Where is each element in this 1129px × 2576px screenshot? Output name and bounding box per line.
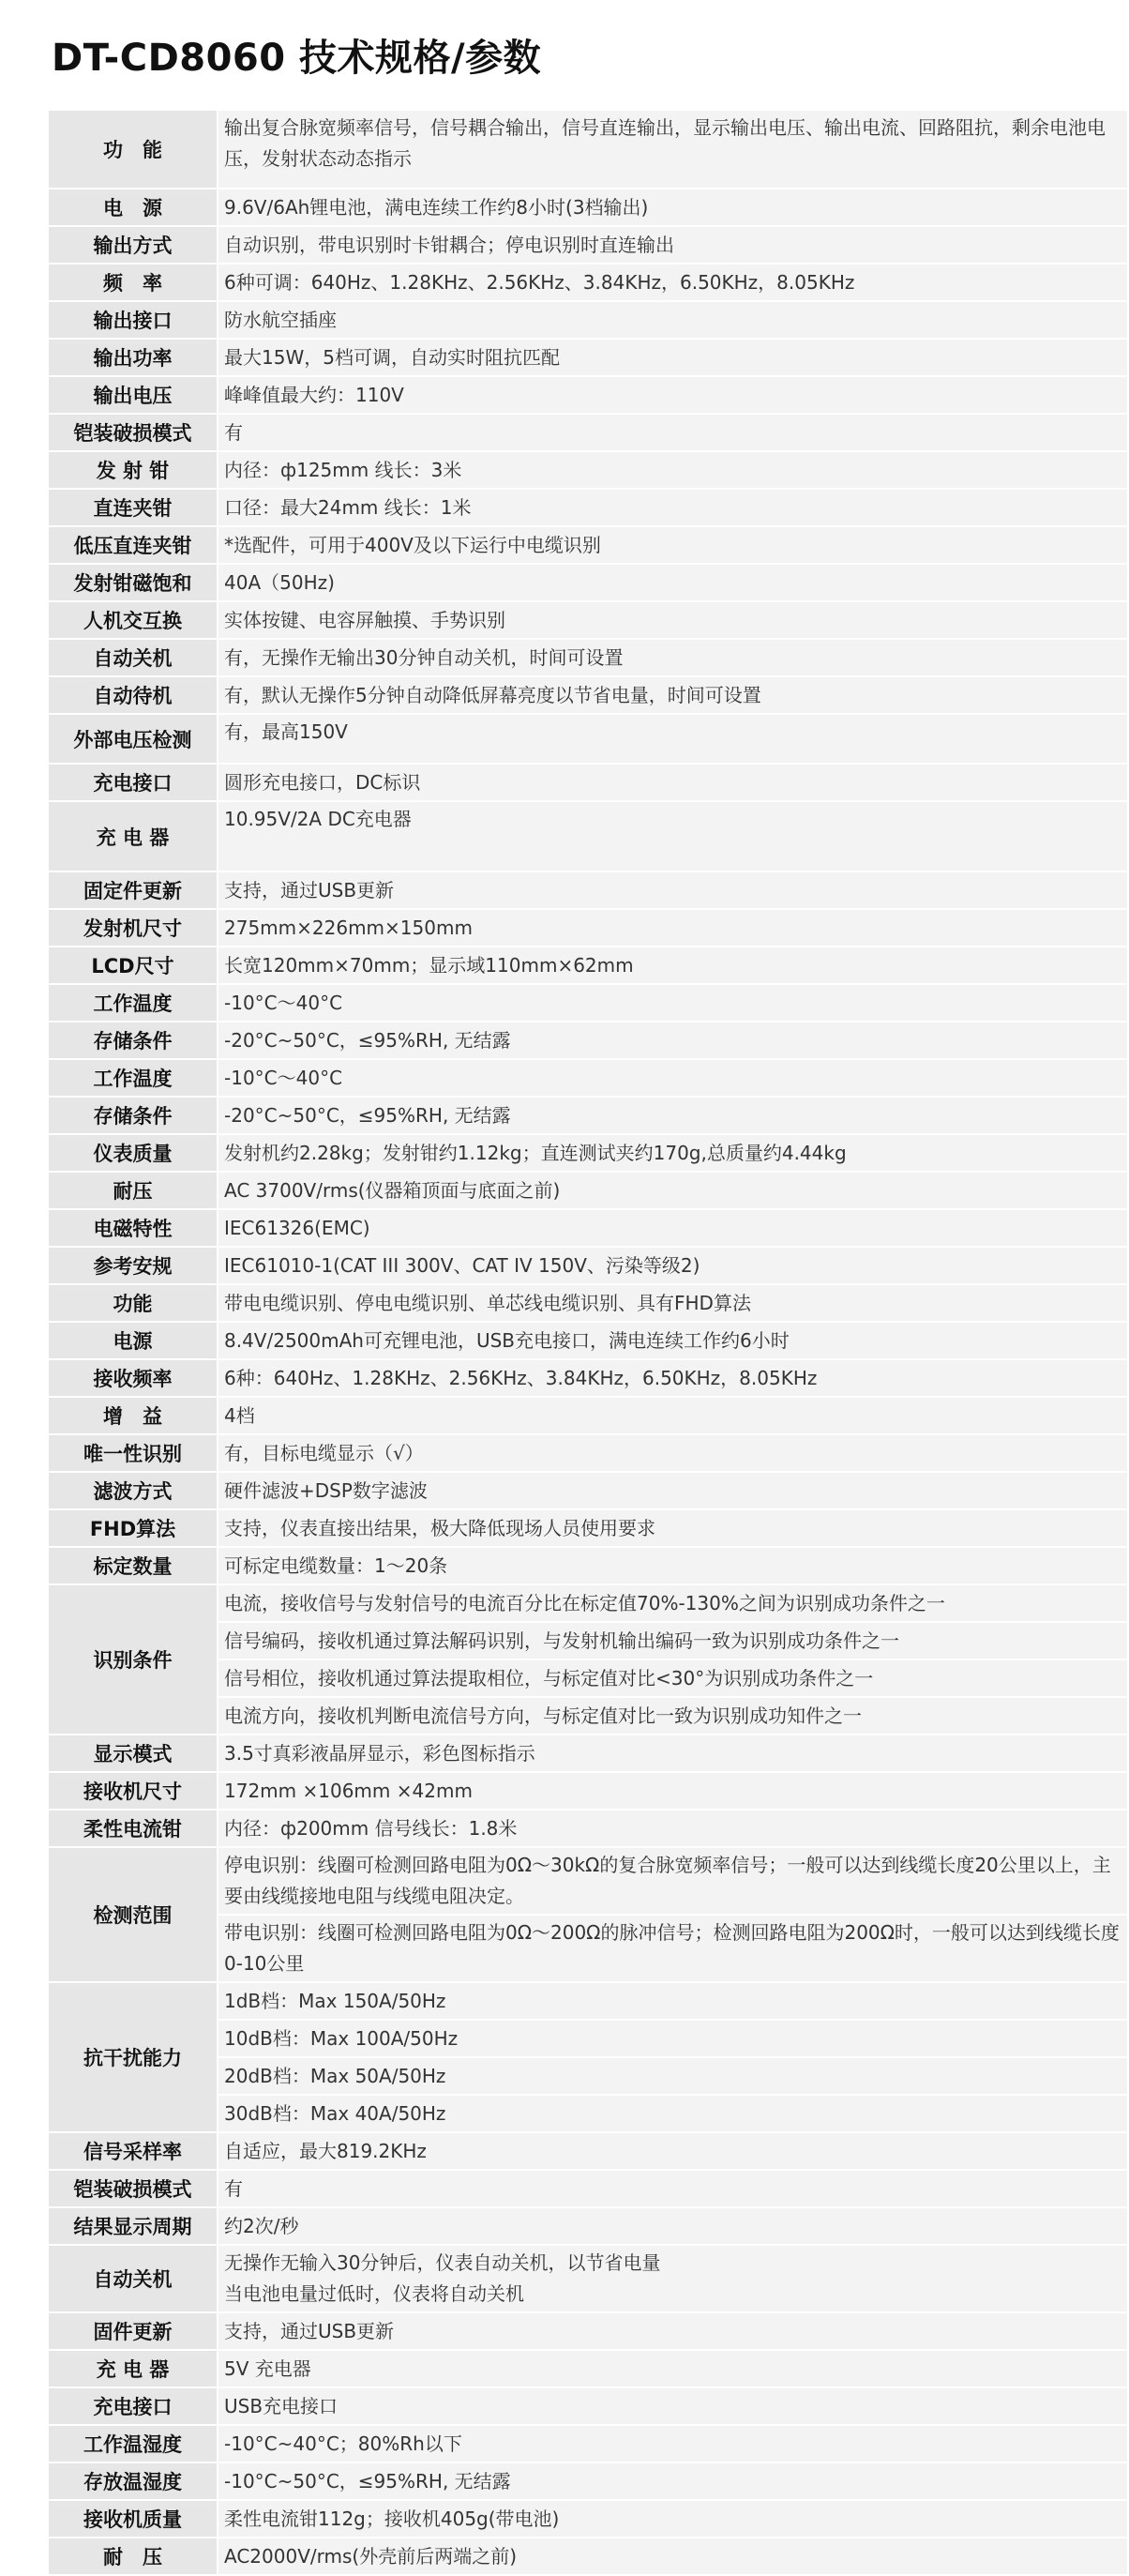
spec-value: 防水航空插座 xyxy=(218,302,1127,338)
spec-value: 支持，仪表直接出结果，极大降低现场人员使用要求 xyxy=(218,1510,1127,1546)
spec-label: 工作温湿度 xyxy=(49,2426,218,2462)
spec-row xyxy=(49,1248,1127,1285)
spec-row xyxy=(49,677,1127,715)
spec-label: FHD算法 xyxy=(49,1510,218,1546)
spec-value: 1dB档：Max 150A/50Hz xyxy=(218,1983,1127,2019)
spec-values xyxy=(218,2501,1127,2537)
spec-label: 频 率 xyxy=(49,265,218,300)
spec-values xyxy=(218,1811,1127,1846)
spec-row xyxy=(49,527,1127,565)
spec-row xyxy=(49,2388,1127,2426)
spec-values xyxy=(218,2351,1127,2387)
spec-label: 增 益 xyxy=(49,1398,218,1433)
spec-label: 输出接口 xyxy=(49,302,218,338)
spec-row xyxy=(49,2133,1127,2171)
spec-value: -10°C~50°C，≤95%RH, 无结露 xyxy=(218,2463,1127,2499)
spec-label: 识别条件 xyxy=(49,1585,218,1734)
spec-value: 自适应，最大819.2KHz xyxy=(218,2133,1127,2169)
spec-value: 发射机约2.28kg；发射钳约1.12kg；直连测试夹约170g,总质量约4.44kg xyxy=(218,1135,1127,1171)
spec-value: 电流，接收信号与发射信号的电流百分比在标定值70%-130%之间为识别成功条件之一 xyxy=(218,1585,1127,1621)
spec-row xyxy=(49,2313,1127,2351)
spec-label: 铠装破损模式 xyxy=(49,2171,218,2206)
spec-values xyxy=(218,2388,1127,2424)
spec-table xyxy=(49,111,1127,2576)
spec-value: *选配件，可用于400V及以下运行中电缆识别 xyxy=(218,527,1127,563)
spec-value: 硬件滤波+DSP数字滤波 xyxy=(218,1473,1127,1508)
spec-label: 直连夹钳 xyxy=(49,490,218,525)
spec-values xyxy=(218,765,1127,800)
spec-values xyxy=(218,640,1127,675)
spec-row xyxy=(49,1510,1127,1548)
spec-label: 充电接口 xyxy=(49,2388,218,2424)
spec-value: 信号编码，接收机通过算法解码识别，与发射机输出编码一致为识别成功条件之一 xyxy=(218,1621,1127,1659)
spec-row xyxy=(49,302,1127,340)
spec-label: 柔性电流钳 xyxy=(49,1811,218,1846)
spec-label: 固定件更新 xyxy=(49,872,218,908)
spec-values xyxy=(218,677,1127,713)
spec-values xyxy=(218,415,1127,450)
spec-value: 有，默认无操作5分钟自动降低屏幕亮度以节省电量，时间可设置 xyxy=(218,677,1127,713)
spec-value: 3.5寸真彩液晶屏显示，彩色图标指示 xyxy=(218,1735,1127,1771)
spec-row xyxy=(49,1435,1127,1473)
spec-values xyxy=(218,1023,1127,1058)
spec-values xyxy=(218,2208,1127,2244)
spec-value: 口径：最大24mm 线长：1米 xyxy=(218,490,1127,525)
spec-label: 显示模式 xyxy=(49,1735,218,1771)
spec-row xyxy=(49,189,1127,227)
spec-label: 存储条件 xyxy=(49,1098,218,1133)
spec-label: 外部电压检测 xyxy=(49,715,218,763)
spec-values xyxy=(218,2426,1127,2462)
spec-label: 接收机尺寸 xyxy=(49,1773,218,1809)
spec-row xyxy=(49,1773,1127,1811)
spec-label: 低压直连夹钳 xyxy=(49,527,218,563)
spec-label: 滤波方式 xyxy=(49,1473,218,1508)
spec-values xyxy=(218,1285,1127,1321)
spec-label: 铠装破损模式 xyxy=(49,415,218,450)
spec-row xyxy=(49,2426,1127,2463)
spec-values xyxy=(218,1060,1127,1096)
spec-value: -10°C～40°C xyxy=(218,985,1127,1021)
spec-value: 5V 充电器 xyxy=(218,2351,1127,2387)
spec-value: 长宽120mm×70mm；显示域110mm×62mm xyxy=(218,947,1127,983)
spec-row xyxy=(49,1360,1127,1398)
spec-values xyxy=(218,2313,1127,2349)
spec-label: 唯一性识别 xyxy=(49,1435,218,1471)
spec-value: 带电识别：线圈可检测回路电阻为0Ω～200Ω的脉冲信号；检测回路电阻为200Ω时，一般可以达到线缆长度0-10公里 xyxy=(218,1914,1127,1981)
spec-value: 停电识别：线圈可检测回路电阻为0Ω～30kΩ的复合脉宽频率信号；一般可以达到线缆长度20公里以上，主要由线缆接地电阻与线缆电阻决定。 xyxy=(218,1848,1127,1914)
spec-values xyxy=(218,227,1127,263)
spec-row xyxy=(49,1585,1127,1735)
spec-values xyxy=(218,985,1127,1021)
spec-label: 自动关机 xyxy=(49,2246,218,2311)
spec-row xyxy=(49,2208,1127,2246)
spec-value: 9.6V/6Ah锂电池，满电连续工作约8小时(3档输出) xyxy=(218,189,1127,225)
spec-row xyxy=(49,452,1127,490)
spec-row xyxy=(49,490,1127,527)
spec-value: 峰峰值最大约：110V xyxy=(218,377,1127,413)
spec-label: 输出方式 xyxy=(49,227,218,263)
spec-row xyxy=(49,2351,1127,2388)
spec-value: 有 xyxy=(218,415,1127,450)
spec-row xyxy=(49,1548,1127,1585)
spec-label: 工作温度 xyxy=(49,985,218,1021)
spec-row xyxy=(49,227,1127,265)
spec-value: 30dB档：Max 40A/50Hz xyxy=(218,2094,1127,2131)
spec-value: AC2000V/rms(外壳前后两端之前) xyxy=(218,2538,1127,2574)
spec-value: 10dB档：Max 100A/50Hz xyxy=(218,2019,1127,2056)
spec-label: 接收频率 xyxy=(49,1360,218,1396)
spec-label: 充 电 器 xyxy=(49,802,218,871)
spec-label: 输出功率 xyxy=(49,340,218,375)
spec-value: -20°C~50°C，≤95%RH, 无结露 xyxy=(218,1098,1127,1133)
spec-label: 耐 压 xyxy=(49,2538,218,2574)
spec-label: 电磁特性 xyxy=(49,1210,218,1246)
spec-row xyxy=(49,565,1127,602)
spec-value: 内径：ф125mm 线长：3米 xyxy=(218,452,1127,488)
spec-label: 自动待机 xyxy=(49,677,218,713)
spec-values xyxy=(218,490,1127,525)
spec-values xyxy=(218,2538,1127,2574)
spec-row xyxy=(49,1323,1127,1360)
spec-row xyxy=(49,2246,1127,2313)
spec-value: -10°C~40°C；80%Rh以下 xyxy=(218,2426,1127,2462)
spec-label: 结果显示周期 xyxy=(49,2208,218,2244)
spec-value: 内径：ф200mm 信号线长：1.8米 xyxy=(218,1811,1127,1846)
spec-values xyxy=(218,1398,1127,1433)
spec-row xyxy=(49,1210,1127,1248)
spec-value: 20dB档：Max 50A/50Hz xyxy=(218,2056,1127,2094)
spec-row xyxy=(49,111,1127,189)
spec-row xyxy=(49,2171,1127,2208)
spec-label: 存放温湿度 xyxy=(49,2463,218,2499)
spec-value: 电流方向，接收机判断电流信号方向，与标定值对比一致为识别成功知件之一 xyxy=(218,1696,1127,1734)
spec-row xyxy=(49,1173,1127,1210)
spec-row xyxy=(49,1811,1127,1848)
spec-values xyxy=(218,2171,1127,2206)
spec-value: -10°C～40°C xyxy=(218,1060,1127,1096)
spec-values xyxy=(218,1248,1127,1283)
spec-label: 人机交互换 xyxy=(49,602,218,638)
spec-values xyxy=(218,872,1127,908)
spec-value: 约2次/秒 xyxy=(218,2208,1127,2244)
spec-value: 最大15W，5档可调，自动实时阻抗匹配 xyxy=(218,340,1127,375)
spec-values xyxy=(218,1983,1127,2131)
spec-row xyxy=(49,602,1127,640)
spec-values xyxy=(218,1473,1127,1508)
spec-values xyxy=(218,527,1127,563)
spec-label: 耐压 xyxy=(49,1173,218,1208)
spec-value: 无操作无输入30分钟后，仪表自动关机，以节省电量 当电池电量过低时，仪表将自动关机 xyxy=(218,2246,1127,2311)
spec-label: 发射机尺寸 xyxy=(49,910,218,946)
spec-label: 充 电 器 xyxy=(49,2351,218,2387)
spec-value: 275mm×226mm×150mm xyxy=(218,910,1127,946)
spec-value: 有，无操作无输出30分钟自动关机，时间可设置 xyxy=(218,640,1127,675)
spec-label: 接收机质量 xyxy=(49,2501,218,2537)
spec-value: 支持，通过USB更新 xyxy=(218,872,1127,908)
spec-values xyxy=(218,265,1127,300)
spec-row xyxy=(49,715,1127,765)
spec-values xyxy=(218,1360,1127,1396)
spec-values xyxy=(218,565,1127,600)
spec-label: 功能 xyxy=(49,1285,218,1321)
spec-values xyxy=(218,1098,1127,1133)
spec-row xyxy=(49,947,1127,985)
spec-values xyxy=(218,1323,1127,1358)
spec-value: 40A（50Hz) xyxy=(218,565,1127,600)
spec-value: 圆形充电接口，DC标识 xyxy=(218,765,1127,800)
spec-value: 172mm ×106mm ×42mm xyxy=(218,1773,1127,1809)
spec-values xyxy=(218,2246,1127,2311)
spec-row xyxy=(49,985,1127,1023)
spec-row xyxy=(49,1983,1127,2133)
spec-row xyxy=(49,1023,1127,1060)
spec-values xyxy=(218,340,1127,375)
spec-row xyxy=(49,802,1127,872)
spec-label: 功 能 xyxy=(49,111,218,188)
spec-value: IEC61010-1(CAT III 300V、CAT IV 150V、污染等级2) xyxy=(218,1248,1127,1283)
spec-label: 自动关机 xyxy=(49,640,218,675)
spec-values xyxy=(218,2133,1127,2169)
spec-row xyxy=(49,2463,1127,2501)
spec-label: 参考安规 xyxy=(49,1248,218,1283)
spec-row xyxy=(49,1098,1127,1135)
spec-label: 存储条件 xyxy=(49,1023,218,1058)
spec-value: 有 xyxy=(218,2171,1127,2206)
spec-row xyxy=(49,872,1127,910)
spec-row xyxy=(49,765,1127,802)
spec-value: 有，目标电缆显示（√） xyxy=(218,1435,1127,1471)
spec-values xyxy=(218,602,1127,638)
spec-value: AC 3700V/rms(仪器箱顶面与底面之前) xyxy=(218,1173,1127,1208)
spec-label: 抗干扰能力 xyxy=(49,1983,218,2131)
spec-value: 6种：640Hz、1.28KHz、2.56KHz、3.84KHz，6.50KHz，8.05KHz xyxy=(218,1360,1127,1396)
spec-label: 检测范围 xyxy=(49,1848,218,1981)
spec-row xyxy=(49,1848,1127,1983)
spec-row xyxy=(49,640,1127,677)
spec-value: 4档 xyxy=(218,1398,1127,1433)
spec-values xyxy=(218,1210,1127,1246)
spec-values xyxy=(218,377,1127,413)
spec-value: 6种可调：640Hz、1.28KHz、2.56KHz、3.84KHz，6.50KHz，8.05KHz xyxy=(218,265,1127,300)
spec-value: 有，最高150V xyxy=(218,715,1127,763)
page-title: DT-CD8060 技术规格/参数 xyxy=(52,37,542,80)
spec-label: 电 源 xyxy=(49,189,218,225)
spec-values xyxy=(218,1735,1127,1771)
spec-row xyxy=(49,265,1127,302)
spec-values xyxy=(218,1585,1127,1734)
spec-label: 固件更新 xyxy=(49,2313,218,2349)
spec-values xyxy=(218,715,1127,763)
spec-value: USB充电接口 xyxy=(218,2388,1127,2424)
spec-label: 标定数量 xyxy=(49,1548,218,1583)
spec-label: 电源 xyxy=(49,1323,218,1358)
spec-row xyxy=(49,1735,1127,1773)
spec-values xyxy=(218,947,1127,983)
spec-value: 信号相位，接收机通过算法提取相位，与标定值对比<30°为识别成功条件之一 xyxy=(218,1659,1127,1696)
spec-label: 发 射 钳 xyxy=(49,452,218,488)
spec-value: 柔性电流钳112g；接收机405g(带电池) xyxy=(218,2501,1127,2537)
spec-value: -20°C~50°C，≤95%RH, 无结露 xyxy=(218,1023,1127,1058)
spec-values xyxy=(218,1548,1127,1583)
spec-values xyxy=(218,1848,1127,1981)
spec-label: LCD尺寸 xyxy=(49,947,218,983)
spec-values xyxy=(218,1773,1127,1809)
spec-value: 带电电缆识别、停电电缆识别、单芯线电缆识别、具有FHD算法 xyxy=(218,1285,1127,1321)
spec-values xyxy=(218,1435,1127,1471)
spec-values xyxy=(218,802,1127,871)
spec-label: 输出电压 xyxy=(49,377,218,413)
spec-row xyxy=(49,340,1127,377)
spec-row xyxy=(49,1473,1127,1510)
spec-row xyxy=(49,1135,1127,1173)
spec-value: IEC61326(EMC) xyxy=(218,1210,1127,1246)
spec-row xyxy=(49,1060,1127,1098)
spec-values xyxy=(218,302,1127,338)
spec-values xyxy=(218,1173,1127,1208)
spec-values xyxy=(218,452,1127,488)
spec-row xyxy=(49,910,1127,947)
spec-value: 8.4V/2500mAh可充锂电池，USB充电接口，满电连续工作约6小时 xyxy=(218,1323,1127,1358)
spec-values xyxy=(218,111,1127,188)
spec-row xyxy=(49,415,1127,452)
spec-value: 实体按键、电容屏触摸、手势识别 xyxy=(218,602,1127,638)
spec-row xyxy=(49,2501,1127,2538)
spec-row xyxy=(49,1285,1127,1323)
spec-row xyxy=(49,1398,1127,1435)
spec-label: 信号采样率 xyxy=(49,2133,218,2169)
spec-values xyxy=(218,2463,1127,2499)
spec-row xyxy=(49,2538,1127,2576)
spec-label: 发射钳磁饱和 xyxy=(49,565,218,600)
spec-label: 工作温度 xyxy=(49,1060,218,1096)
spec-value: 自动识别，带电识别时卡钳耦合；停电识别时直连输出 xyxy=(218,227,1127,263)
spec-row xyxy=(49,377,1127,415)
spec-value: 10.95V/2A DC充电器 xyxy=(218,802,1127,871)
spec-value: 支持，通过USB更新 xyxy=(218,2313,1127,2349)
spec-values xyxy=(218,189,1127,225)
spec-values xyxy=(218,910,1127,946)
spec-values xyxy=(218,1135,1127,1171)
spec-values xyxy=(218,1510,1127,1546)
spec-label: 充电接口 xyxy=(49,765,218,800)
spec-value: 输出复合脉宽频率信号，信号耦合输出，信号直连输出，显示输出电压、输出电流、回路阻抗，剩余电池电压，发射状态动态指示 xyxy=(218,111,1127,188)
spec-value: 可标定电缆数量：1～20条 xyxy=(218,1548,1127,1583)
spec-label: 仪表质量 xyxy=(49,1135,218,1171)
